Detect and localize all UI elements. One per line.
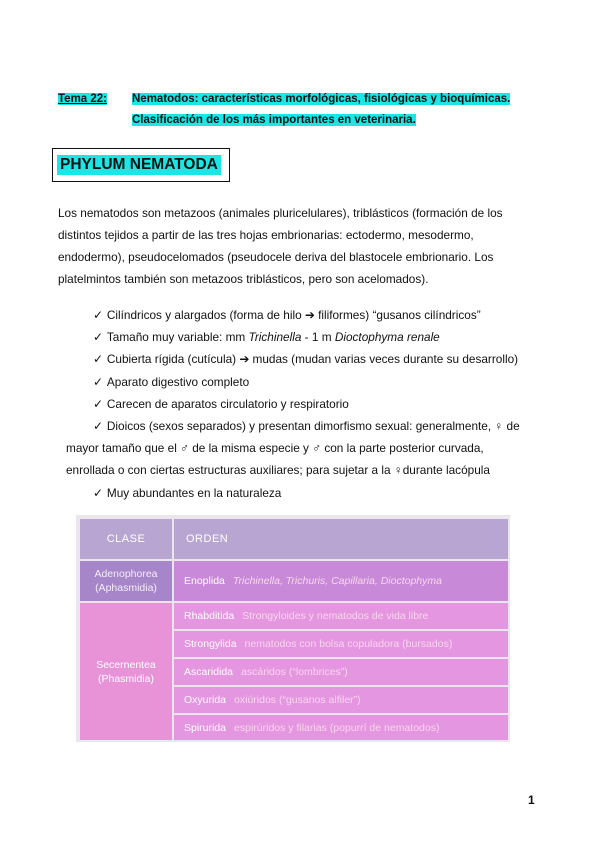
- order-description: Strongyloides y nematodos de vida libre: [242, 610, 429, 622]
- list-item: ✓ Dioicos (sexos separados) y presentan dimorfismo sexual: generalmente, ♀ de: [93, 419, 520, 434]
- order-description: espirúridos y filarias (popurrí de nematodos): [234, 721, 440, 734]
- check-icon: ✓: [93, 330, 103, 345]
- section-title-box: [52, 148, 230, 182]
- order-name: Ascaridida: [184, 666, 234, 678]
- check-icon: ✓: [93, 308, 103, 322]
- list-item-continuation: mayor tamaño que el ♂ de la misma especie y ♂ con la parte posterior curvada,: [66, 441, 484, 456]
- order-name: Enoplida: [184, 575, 225, 587]
- check-icon: ✓: [93, 419, 103, 434]
- order-row-strongylida: [174, 631, 508, 657]
- classification-table: [76, 515, 510, 742]
- order-row-oxyurida: [174, 687, 508, 713]
- feature-list: [66, 304, 543, 504]
- check-icon: ✓: [93, 374, 103, 389]
- list-item: ✓ Muy abundantes en la naturaleza: [93, 485, 282, 500]
- class-adenophorea: Adenophorea (Aphasmidia): [80, 561, 172, 601]
- section-title: PHYLUM NEMATODA: [57, 155, 221, 175]
- order-description: Trichinella, Trichuris, Capillaria, Dioctophyma: [232, 575, 442, 587]
- order-row-enoplida: [174, 561, 508, 601]
- check-icon: ✓: [93, 396, 103, 411]
- order-description: nematodos con bolsa copuladora (bursados): [244, 638, 453, 650]
- list-item-continuation: enrollada o con ciertas estructuras auxiliares; para sujetar a la ♀durante lacópula: [66, 463, 490, 478]
- class-secernentea: Secernentea (Phasmidia): [80, 603, 172, 740]
- title-line-1: Nematodos: características morfológicas, fisiológicas y bioquímicas.: [132, 93, 511, 105]
- order-description: oxiúridos (“gusanos alfiler”): [234, 694, 361, 706]
- intro-paragraph: Los nematodos son metazoos (animales pluricelulares), triblásticos (formación de los distintos tejidos a partir de las tres hojas embrionarias: ectodermo, mesodermo, endodermo), pseudocelomados (pseudocele deriva del blastocele embrionario. Los platelmintos también son metazoos triblásticos, pero son acelomados).: [58, 206, 503, 286]
- list-item: ✓ Cubierta rígida (cutícula) ➔ mudas (mudan varias veces durante su desarrollo): [93, 352, 519, 367]
- order-name: Strongylida: [184, 638, 237, 650]
- check-icon: ✓: [93, 352, 103, 367]
- order-name: Spirurida: [184, 721, 227, 734]
- list-item: ✓ Tamaño muy variable: mm Trichinella - 1 m Dioctophyma renale: [93, 330, 440, 345]
- list-item: ✓ Aparato digestivo completo: [93, 374, 250, 389]
- column-header-orden: ORDEN: [174, 519, 508, 559]
- order-row-rhabditida: [174, 603, 508, 629]
- order-description: ascáridos (“lombrices”): [241, 666, 348, 678]
- column-header-clase: CLASE: [80, 519, 172, 559]
- order-row-ascaridida: [174, 659, 508, 685]
- check-icon: ✓: [93, 485, 103, 500]
- tema-label: Tema 22:: [58, 93, 108, 105]
- order-name: Rhabditida: [184, 610, 235, 622]
- order-row-spirurida: [174, 715, 508, 740]
- order-name: Oxyurida: [184, 694, 227, 706]
- title-line-2: Clasificación de los más importantes en veterinaria.: [132, 114, 416, 126]
- list-item: ✓ Cilíndricos y alargados (forma de hilo ➔ filiformes) “gusanos cilíndricos”: [93, 308, 481, 322]
- list-item: ✓ Carecen de aparatos circulatorio y respiratorio: [93, 396, 349, 411]
- page-number: 1: [528, 793, 535, 807]
